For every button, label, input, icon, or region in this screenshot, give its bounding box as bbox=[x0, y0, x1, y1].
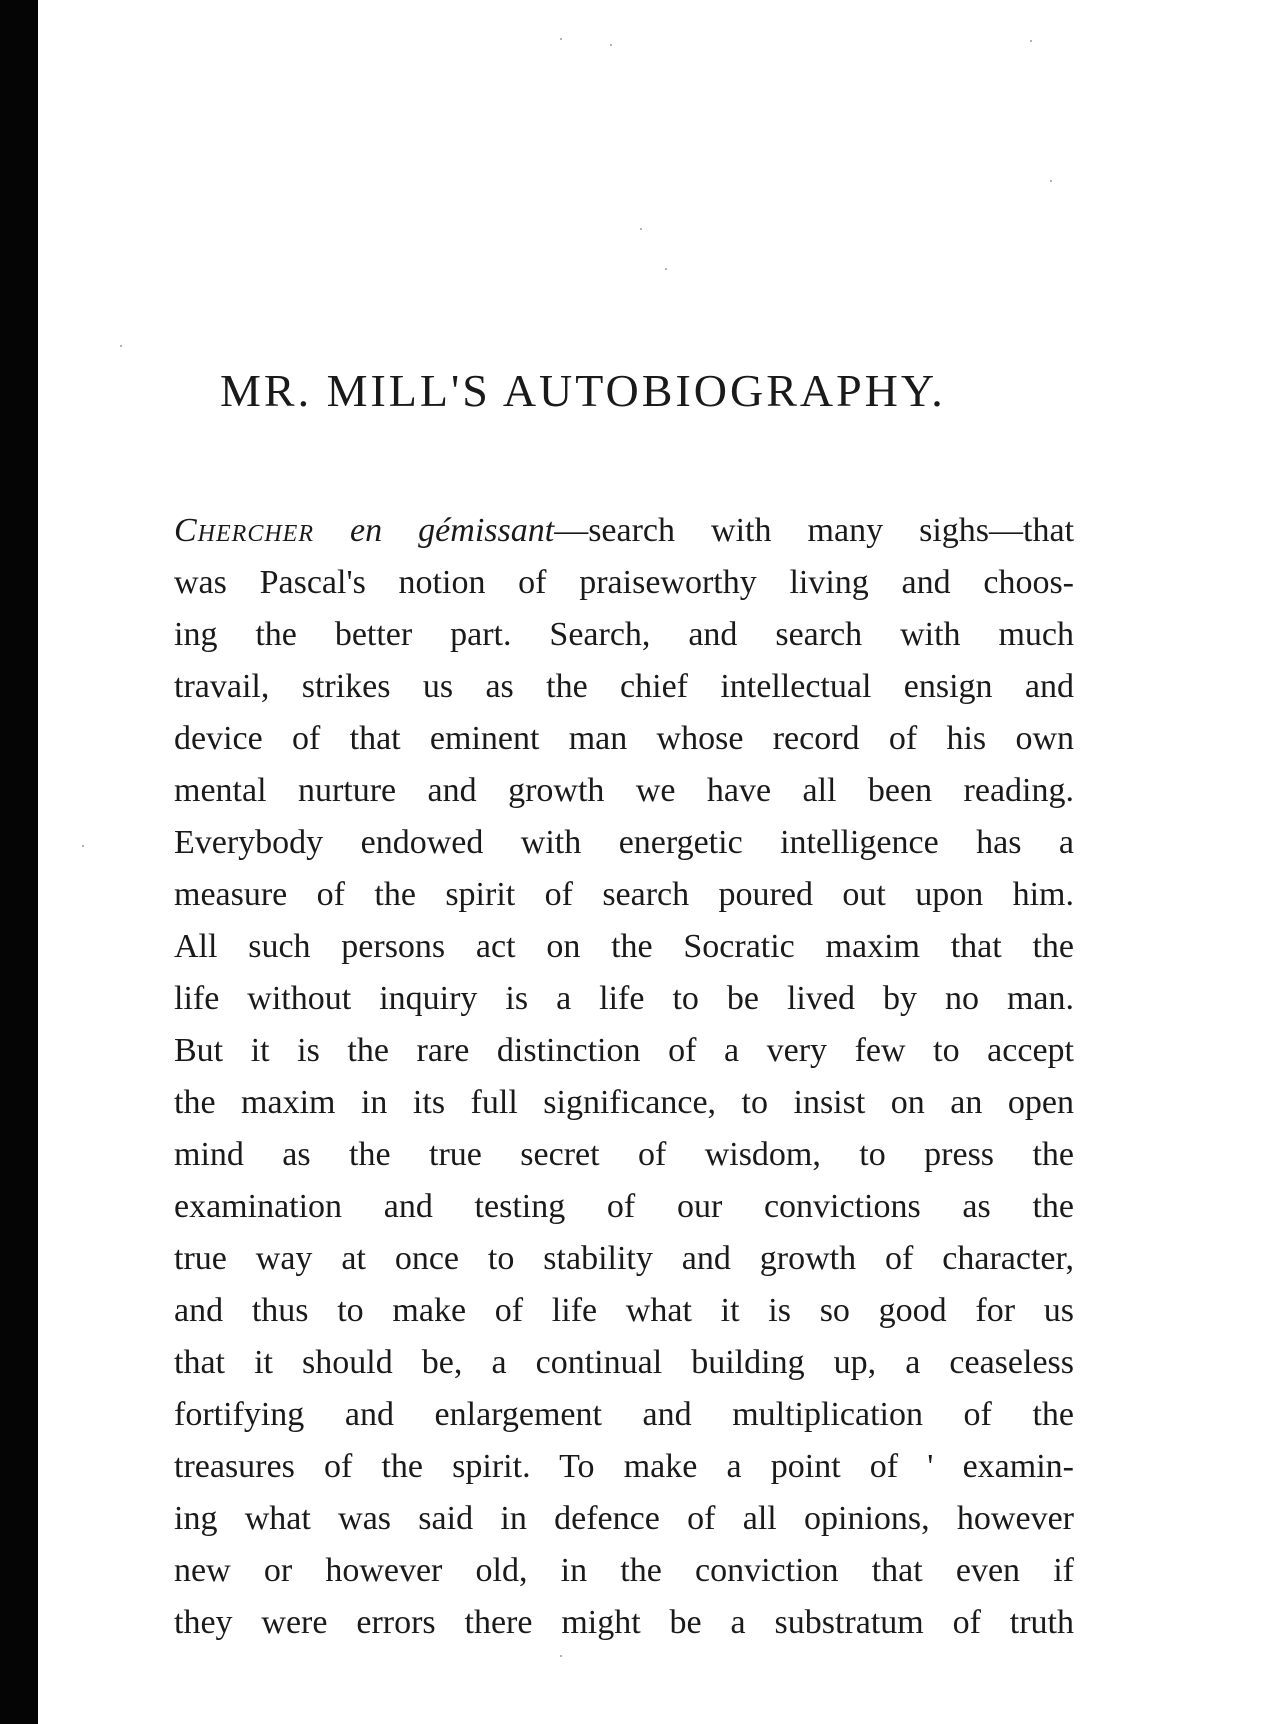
opening-small-caps: Chercher bbox=[174, 512, 314, 549]
text-line: treasures of the spirit. To make a point of ' examin- bbox=[174, 1448, 1074, 1485]
scan-binding-edge bbox=[0, 0, 38, 1724]
text-line: measure of the spirit of search poured out upon him. bbox=[174, 876, 1074, 913]
text-line: device of that eminent man whose record of his own bbox=[174, 720, 1074, 757]
text-line: that it should be, a continual building up, a ceaseless bbox=[174, 1344, 1074, 1381]
scan-speck bbox=[560, 38, 562, 40]
text-line: All such persons act on the Socratic maxim that the bbox=[174, 928, 1074, 965]
text-line: new or however old, in the conviction that even if bbox=[174, 1552, 1074, 1589]
text-line: But it is the rare distinction of a very few to accept bbox=[174, 1032, 1074, 1069]
text-line: mental nurture and growth we have all been reading. bbox=[174, 772, 1074, 809]
text-line: travail, strikes us as the chief intellectual ensign and bbox=[174, 668, 1074, 705]
scan-speck bbox=[640, 228, 642, 230]
text-line: and thus to make of life what it is so good for us bbox=[174, 1292, 1074, 1329]
scan-speck bbox=[1050, 180, 1052, 182]
text-line: true way at once to stability and growth of character, bbox=[174, 1240, 1074, 1277]
first-line-rest: —search with many sighs—that bbox=[554, 512, 1074, 549]
page-title: MR. MILL'S AUTOBIOGRAPHY. bbox=[220, 365, 946, 416]
body-text bbox=[174, 505, 1074, 1649]
text-line: they were errors there might be a substratum of truth bbox=[174, 1604, 1074, 1641]
scan-speck bbox=[1030, 40, 1032, 42]
opening-italic: en gémissant bbox=[350, 512, 555, 549]
text-line: was Pascal's notion of praiseworthy living and choos- bbox=[174, 564, 1074, 601]
text-line: examination and testing of our convictions as the bbox=[174, 1188, 1074, 1225]
text-line: fortifying and enlargement and multiplication of the bbox=[174, 1396, 1074, 1433]
text-line: mind as the true secret of wisdom, to press the bbox=[174, 1136, 1074, 1173]
text-line: life without inquiry is a life to be lived by no man. bbox=[174, 980, 1074, 1017]
scan-speck bbox=[610, 44, 612, 46]
text-line: ing what was said in defence of all opinions, however bbox=[174, 1500, 1074, 1537]
text-line bbox=[174, 505, 1074, 557]
scan-speck bbox=[82, 845, 84, 847]
text-line: ing the better part. Search, and search with much bbox=[174, 616, 1074, 653]
scan-speck bbox=[560, 1655, 562, 1657]
scan-speck bbox=[665, 268, 667, 270]
text-line: the maxim in its full significance, to insist on an open bbox=[174, 1084, 1074, 1121]
text-line: Everybody endowed with energetic intelligence has a bbox=[174, 824, 1074, 861]
scan-speck bbox=[120, 345, 122, 347]
